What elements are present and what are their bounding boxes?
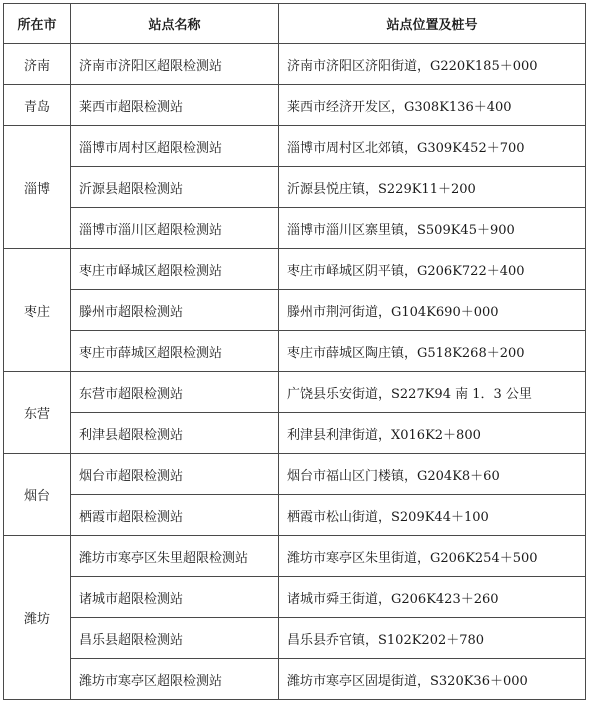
- table-row: [4, 413, 586, 454]
- table-row: [4, 126, 586, 167]
- station-location-cell: 滕州市荆河街道，G104K690＋000: [279, 290, 586, 331]
- station-location-cell: 利津县利津街道，X016K2＋800: [279, 413, 586, 454]
- station-name-cell: 烟台市超限检测站: [71, 454, 279, 495]
- station-location-cell: 烟台市福山区门楼镇，G204K8＋60: [279, 454, 586, 495]
- city-cell: 淄博: [4, 126, 71, 249]
- station-name-cell: 诸城市超限检测站: [71, 577, 279, 618]
- station-location-cell: 枣庄市薛城区陶庄镇，G518K268＋200: [279, 331, 586, 372]
- station-name-cell: 枣庄市薛城区超限检测站: [71, 331, 279, 372]
- station-location-cell: 潍坊市寒亭区固堤街道，S320K36＋000: [279, 659, 586, 700]
- table-row: [4, 208, 586, 249]
- station-location-cell: 淄博市周村区北郊镇，G309K452＋700: [279, 126, 586, 167]
- station-table: [3, 3, 586, 700]
- header-station: 站点名称: [71, 4, 279, 44]
- station-name-cell: 莱西市超限检测站: [71, 85, 279, 126]
- station-location-cell: 潍坊市寒亭区朱里街道，G206K254＋500: [279, 536, 586, 577]
- station-name-cell: 潍坊市寒亭区朱里超限检测站: [71, 536, 279, 577]
- station-name-cell: 济南市济阳区超限检测站: [71, 44, 279, 85]
- station-name-cell: 潍坊市寒亭区超限检测站: [71, 659, 279, 700]
- city-cell: 枣庄: [4, 249, 71, 372]
- table-row: [4, 331, 586, 372]
- station-name-cell: 淄博市淄川区超限检测站: [71, 208, 279, 249]
- city-cell: 青岛: [4, 85, 71, 126]
- city-cell: 烟台: [4, 454, 71, 536]
- table-row: [4, 372, 586, 413]
- table-row: [4, 577, 586, 618]
- station-name-cell: 东营市超限检测站: [71, 372, 279, 413]
- table-row: [4, 44, 586, 85]
- table-row: [4, 659, 586, 700]
- table-body: [4, 44, 586, 700]
- station-location-cell: 济南市济阳区济阳街道，G220K185＋000: [279, 44, 586, 85]
- table-row: [4, 618, 586, 659]
- header-row: [4, 4, 586, 44]
- table-row: [4, 85, 586, 126]
- station-name-cell: 淄博市周村区超限检测站: [71, 126, 279, 167]
- city-cell: 东营: [4, 372, 71, 454]
- station-name-cell: 枣庄市峄城区超限检测站: [71, 249, 279, 290]
- table-row: [4, 495, 586, 536]
- city-cell: 潍坊: [4, 536, 71, 700]
- header-city: 所在市: [4, 4, 71, 44]
- table-row: [4, 536, 586, 577]
- station-name-cell: 栖霞市超限检测站: [71, 495, 279, 536]
- station-name-cell: 昌乐县超限检测站: [71, 618, 279, 659]
- station-name-cell: 滕州市超限检测站: [71, 290, 279, 331]
- station-location-cell: 诸城市舜王街道，G206K423＋260: [279, 577, 586, 618]
- header-location: 站点位置及桩号: [279, 4, 586, 44]
- station-location-cell: 沂源县悦庄镇，S229K11＋200: [279, 167, 586, 208]
- table-row: [4, 167, 586, 208]
- station-location-cell: 昌乐县乔官镇，S102K202＋780: [279, 618, 586, 659]
- station-name-cell: 利津县超限检测站: [71, 413, 279, 454]
- station-location-cell: 栖霞市松山街道，S209K44＋100: [279, 495, 586, 536]
- station-location-cell: 广饶县乐安街道，S227K94 南 1．3 公里: [279, 372, 586, 413]
- city-cell: 济南: [4, 44, 71, 85]
- table-row: [4, 290, 586, 331]
- table-row: [4, 454, 586, 495]
- station-location-cell: 莱西市经济开发区，G308K136＋400: [279, 85, 586, 126]
- table-row: [4, 249, 586, 290]
- station-location-cell: 淄博市淄川区寨里镇，S509K45＋900: [279, 208, 586, 249]
- station-location-cell: 枣庄市峄城区阴平镇，G206K722＋400: [279, 249, 586, 290]
- station-name-cell: 沂源县超限检测站: [71, 167, 279, 208]
